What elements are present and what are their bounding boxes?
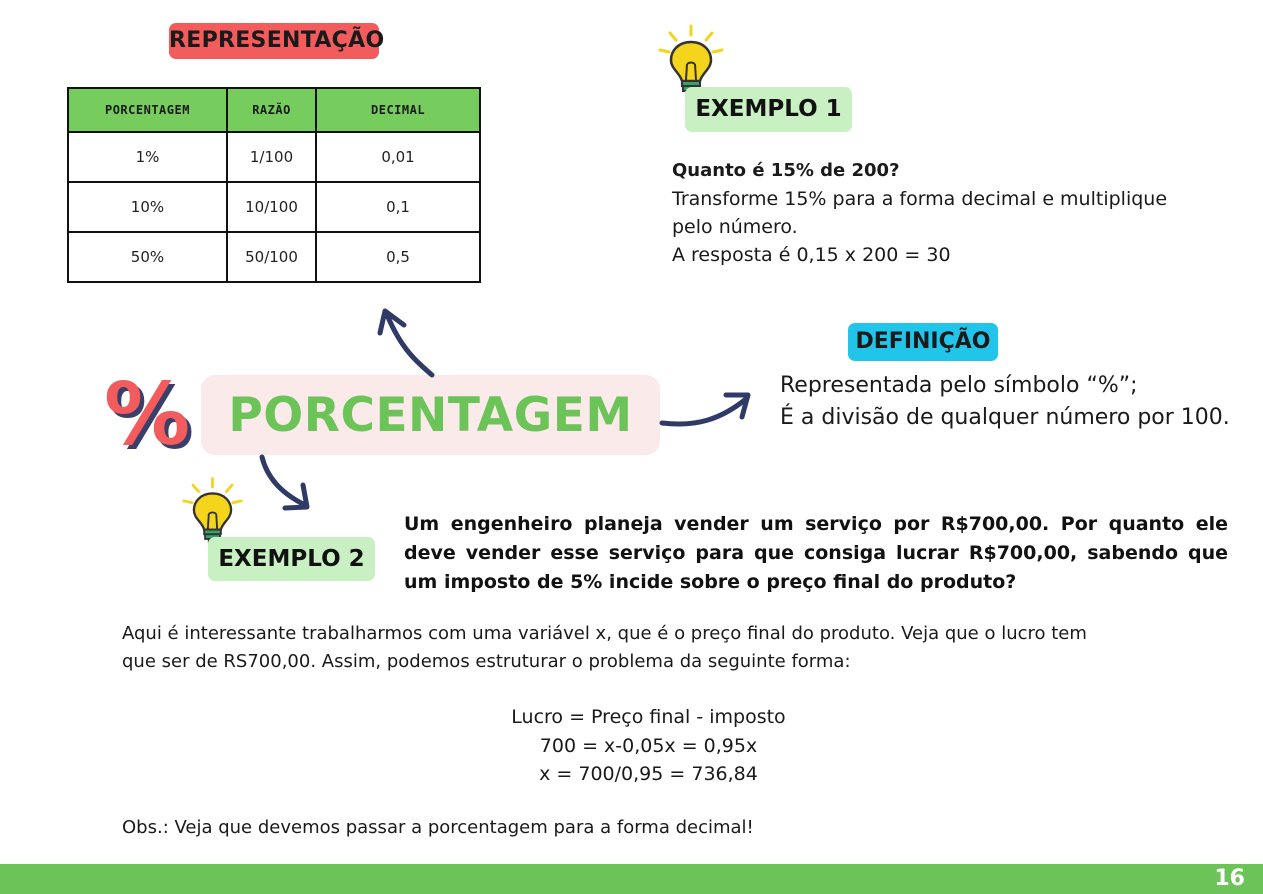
table-row bbox=[68, 232, 480, 282]
table-cell: 1/100 bbox=[227, 132, 316, 182]
example1-line1: Transforme 15% para a forma decimal e multiplique bbox=[672, 188, 1168, 210]
example2-explanation bbox=[122, 620, 1202, 676]
table-header-ratio: RAZÃO bbox=[227, 88, 316, 132]
page-title: PORCENTAGEM bbox=[228, 387, 633, 443]
definition-line2: É a divisão de qualquer número por 100. bbox=[780, 405, 1230, 430]
arrow-icon bbox=[255, 452, 320, 517]
explanation-line2: que ser de RS700,00. Assim, podemos estruturar o problema da seguinte forma: bbox=[122, 651, 851, 672]
definition-text bbox=[780, 370, 1250, 434]
definition-line1: Representada pelo símbolo “%”; bbox=[780, 373, 1138, 398]
table-row bbox=[68, 182, 480, 232]
equation-line1: Lucro = Preço final - imposto bbox=[511, 706, 786, 728]
footer-bar bbox=[0, 864, 1263, 894]
title-box bbox=[201, 375, 660, 455]
table-cell: 0,1 bbox=[316, 182, 480, 232]
table-header-percentage: PORCENTAGEM bbox=[68, 88, 227, 132]
example2-question: Um engenheiro planeja vender um serviço por R$700,00. Por quanto ele deve vender esse serviço para que consiga lucrar R$700,00, sabendo que um imposto de 5% incide sobre o preço final do produto? bbox=[404, 513, 1228, 593]
table-cell: 0,01 bbox=[316, 132, 480, 182]
example1-line3: A resposta é 0,15 x 200 = 30 bbox=[672, 244, 951, 266]
table-cell: 1% bbox=[68, 132, 227, 182]
percent-icon: % bbox=[104, 365, 191, 465]
example1-text bbox=[672, 157, 1232, 269]
example2-badge: EXEMPLO 2 bbox=[208, 537, 375, 581]
equation-line3: x = 700/0,95 = 736,84 bbox=[539, 763, 758, 785]
table-cell: 50% bbox=[68, 232, 227, 282]
observation-note: Obs.: Veja que devemos passar a porcentagem para a forma decimal! bbox=[122, 817, 754, 838]
arrow-icon bbox=[370, 305, 440, 380]
table-header-row bbox=[68, 88, 480, 132]
definition-badge: DEFINIÇÃO bbox=[848, 323, 998, 361]
table-cell: 10/100 bbox=[227, 182, 316, 232]
explanation-line1: Aqui é interessante trabalharmos com uma variável x, que é o preço final do produto. Veja que o lucro tem bbox=[122, 623, 1087, 644]
table-cell: 0,5 bbox=[316, 232, 480, 282]
page-number: 16 bbox=[1214, 866, 1245, 891]
table-cell: 10% bbox=[68, 182, 227, 232]
equation-line2: 700 = x-0,05x = 0,95x bbox=[539, 735, 758, 757]
example1-question: Quanto é 15% de 200? bbox=[672, 160, 900, 181]
representation-badge: REPRESENTAÇÃO bbox=[169, 23, 379, 59]
example1-line2: pelo número. bbox=[672, 216, 798, 238]
example1-badge: EXEMPLO 1 bbox=[685, 87, 852, 132]
table-cell: 50/100 bbox=[227, 232, 316, 282]
representation-table bbox=[67, 87, 481, 283]
table-row bbox=[68, 132, 480, 182]
table-header-decimal: DECIMAL bbox=[316, 88, 480, 132]
arrow-icon bbox=[660, 385, 760, 435]
